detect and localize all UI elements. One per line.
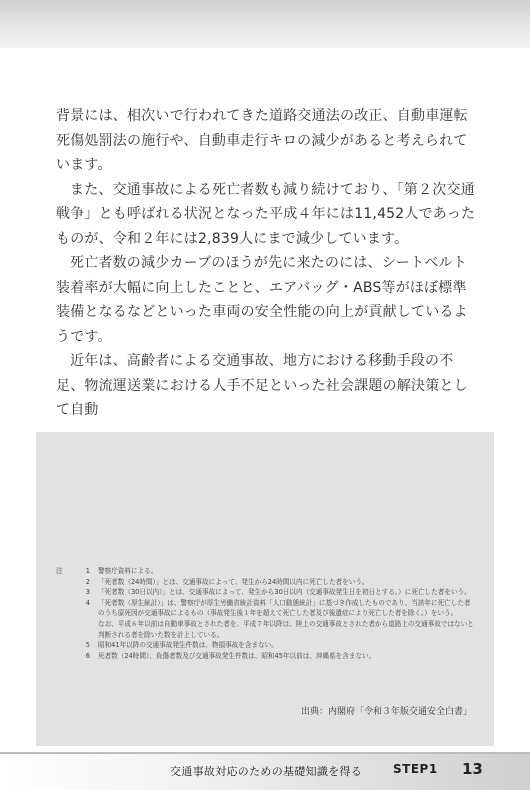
note-number: 5 — [85, 641, 90, 650]
note-number: 2 — [85, 577, 90, 586]
footer — [0, 752, 530, 790]
notes-label: 注 — [56, 567, 63, 575]
note-item — [56, 640, 476, 651]
note-item — [56, 577, 476, 588]
note-number — [74, 619, 98, 640]
note-item — [56, 651, 476, 662]
page-number: 13 — [462, 760, 483, 778]
note-text: なお、平成６年以前は自動車事故とされた者を、平成７年以降は、陸上の交通事故とされた者から道路上の交通事故ではないと判断される者を除いた数を計上している。 — [98, 619, 474, 639]
figure-notes — [56, 566, 476, 661]
paragraph: 近年は、高齢者による交通事故、地方における移動手段の不足、物流運送業における人手不足といった社会課題の解決策として自動 — [56, 353, 468, 418]
note-text: 死者数（24時間）、負傷者数及び交通事故発生件数は、昭和45年以前は、沖縄県を含まない。 — [98, 651, 376, 660]
note-text: 「死者数（30日以内）」とは、交通事故によって、発生から30日以内（交通事故発生日を初日とする。）に死亡した者をいう。 — [98, 588, 471, 597]
note-item — [56, 619, 476, 640]
paragraph: 背景には、相次いで行われてきた道路交通法の改正、自動車運転死傷処罰法の施行や、自動車走行キロの減少があると考えられています。 — [56, 108, 468, 173]
note-number: 6 — [85, 651, 90, 660]
paragraph: 死亡者数の減少カーブのほうが先に来たのには、シートベルト装着率が大幅に向上したことと、エアバッグ・ABS等がほぼ標準装備となるなどといった車両の安全性能の向上が貢献しているようです。 — [56, 255, 468, 345]
note-text: 昭和41年以降の交通事故発生件数は、物損事故を含まない。 — [98, 641, 278, 650]
footer-chapter-title: 交通事故対応のための基礎知識を得る — [170, 765, 363, 778]
note-number: 1 — [85, 567, 90, 575]
source-citation: 出典：内閣府「令和３年版交通安全白書」 — [300, 707, 472, 717]
note-text: 「死者数（24時間）」とは、交通事故によって、発生から24時間以内に死亡した者をいう。 — [98, 577, 369, 586]
body-text — [56, 104, 476, 423]
note-text: 警察庁資料による。 — [98, 567, 158, 575]
footer-step-label: STEP1 — [393, 762, 438, 776]
note-number: 3 — [85, 588, 90, 597]
note-item — [56, 587, 476, 598]
note-item — [56, 598, 476, 619]
note-item — [56, 566, 476, 577]
header-band — [0, 0, 530, 48]
paragraph: また、交通事故による死亡者数も減り続けており、「第２次交通戦争」とも呼ばれる状況となった平成４年には11,452人であったものが、令和２年には2,839人にまで減少しています。 — [56, 181, 476, 247]
note-text: 「死者数（厚生統計）」は、警察庁が厚生労働省統計資料「人口動態統計」に基づき作成したものであり、当該年に死亡した者のうち原死因が交通事故によるもの（事故発生後１年を超えて死亡した者及び後遺症により死亡した者を除く。）をいう。 — [98, 598, 471, 618]
note-number: 4 — [85, 598, 90, 607]
